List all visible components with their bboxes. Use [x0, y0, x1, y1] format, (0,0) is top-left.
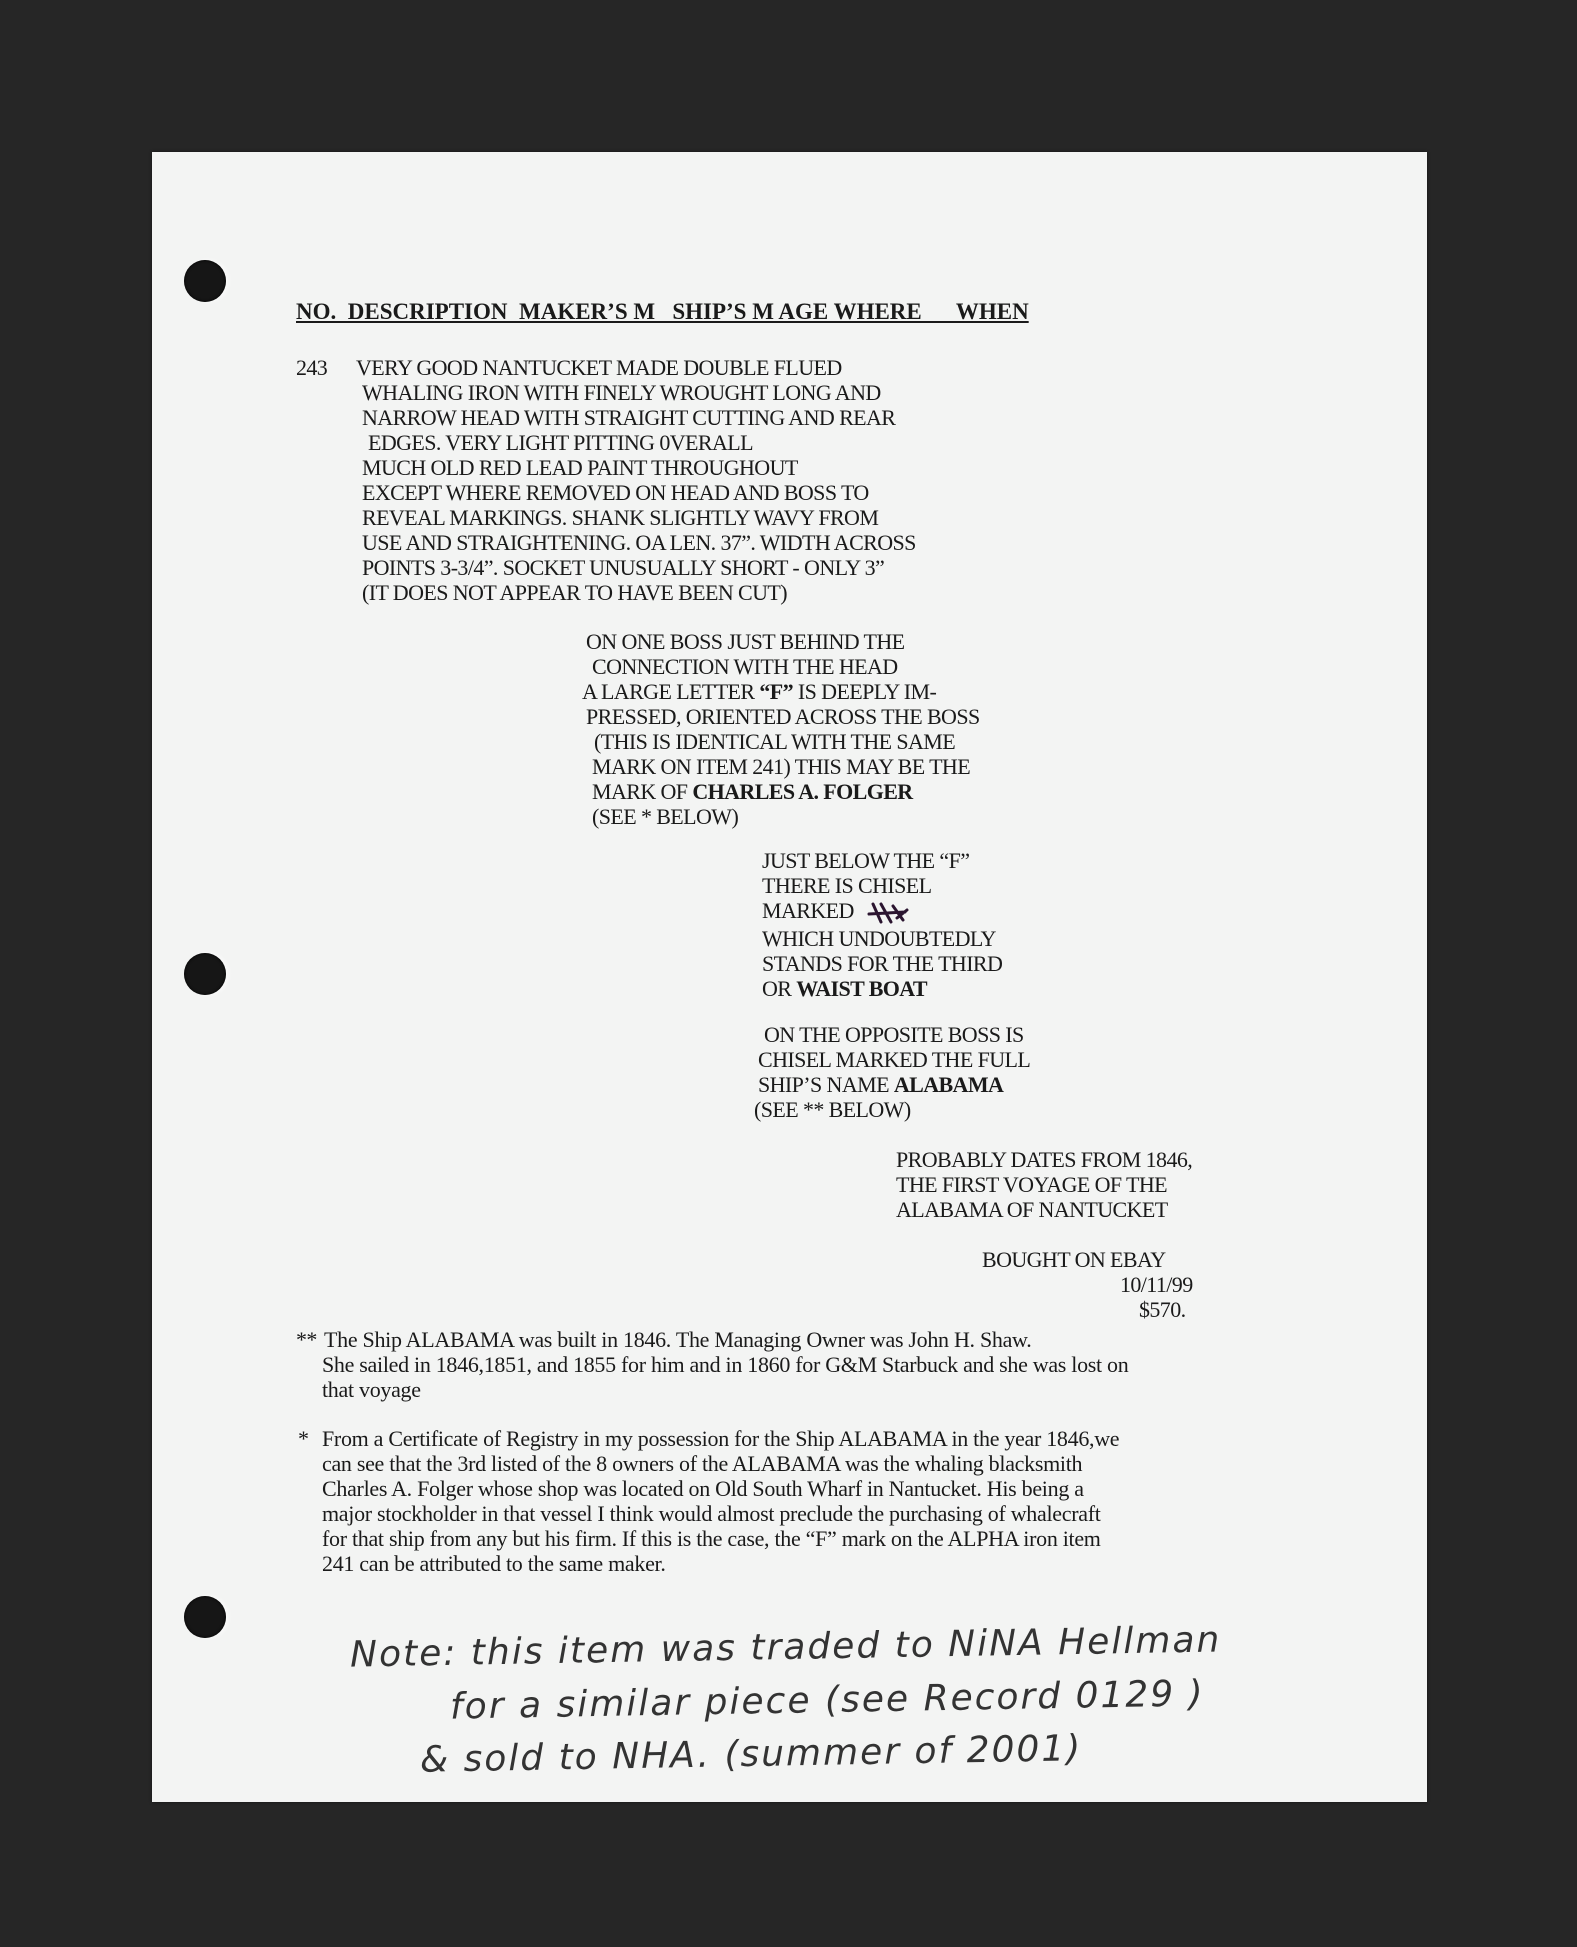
opposite-line-ship: SHIP’S NAME ALABAMA: [758, 1072, 1004, 1097]
description-line: USE AND STRAIGHTENING. OA LEN. 37”. WIDTH ACROSS: [362, 530, 916, 555]
purchase-price: $570.: [1139, 1297, 1186, 1322]
footnote-line: Charles A. Folger whose shop was located on Old South Wharf in Nantucket. His being a: [322, 1476, 1084, 1501]
description-line: REVEAL MARKINGS. SHANK SLIGHTLY WAVY FROM: [362, 505, 879, 530]
chisel-line-boat: OR WAIST BOAT: [762, 975, 928, 1001]
boss-line: CONNECTION WITH THE HEAD: [592, 654, 898, 679]
boss-line: (SEE * BELOW): [592, 804, 739, 829]
footnote-marker: *: [298, 1426, 309, 1451]
footnote-line: that voyage: [322, 1377, 421, 1402]
opposite-boss-section: [754, 1022, 1031, 1122]
dating-line: PROBABLY DATES FROM 1846,: [896, 1147, 1193, 1172]
chisel-mark-icon: [867, 900, 909, 926]
column-header: NO. DESCRIPTION MAKER’S M SHIP’S M AGE WHERE WHEN: [296, 299, 1029, 324]
chisel-line: THERE IS CHISEL: [762, 873, 932, 898]
description-line: EXCEPT WHERE REMOVED ON HEAD AND BOSS TO: [362, 480, 869, 505]
chisel-line: STANDS FOR THE THIRD: [762, 950, 1003, 976]
footnote-ship: [324, 1327, 1128, 1402]
chisel-line: JUST BELOW THE “F”: [762, 848, 970, 873]
punch-hole: [184, 953, 226, 995]
footnote-marker: **: [296, 1327, 317, 1352]
waist-boat: WAIST BOAT: [796, 975, 928, 1001]
boss-line: (THIS IS IDENTICAL WITH THE SAME: [594, 729, 956, 754]
punch-hole: [184, 1596, 226, 1638]
purchase-date: 10/11/99: [1120, 1272, 1193, 1297]
boss-mark-section: [582, 629, 980, 829]
footnote-line: From a Certificate of Registry in my possession for the Ship ALABAMA in the year 1846,we: [322, 1426, 1120, 1451]
description-line: EDGES. VERY LIGHT PITTING 0VERALL: [368, 430, 753, 455]
handwritten-note-line: & sold to NHA. (summer of 2001): [419, 1728, 1083, 1781]
maker-name: CHARLES A. FOLGER: [692, 779, 913, 804]
handwritten-note-line: for a similar piece (see Record 0129 ): [449, 1673, 1206, 1728]
description-line: MUCH OLD RED LEAD PAINT THROUGHOUT: [362, 455, 798, 480]
description-line: NARROW HEAD WITH STRAIGHT CUTTING AND REAR: [362, 405, 896, 430]
chisel-mark-section: [762, 848, 1002, 1001]
description-line: VERY GOOD NANTUCKET MADE DOUBLE FLUED: [356, 355, 842, 380]
boss-line-maker: MARK OF CHARLES A. FOLGER: [592, 779, 913, 804]
footnote-line: The Ship ALABAMA was built in 1846. The Managing Owner was John H. Shaw.: [324, 1327, 1032, 1352]
boss-line: PRESSED, ORIENTED ACROSS THE BOSS: [586, 704, 980, 729]
dating-line: THE FIRST VOYAGE OF THE: [896, 1172, 1168, 1197]
footnote-line: can see that the 3rd listed of the 8 owners of the ALABAMA was the whaling blacksmith: [322, 1451, 1083, 1476]
description-line: WHALING IRON WITH FINELY WROUGHT LONG AND: [362, 380, 881, 405]
boss-line: ON ONE BOSS JUST BEHIND THE: [586, 629, 905, 654]
letter-f: “F”: [759, 679, 794, 704]
description-line: (IT DOES NOT APPEAR TO HAVE BEEN CUT): [362, 580, 787, 605]
boss-line: MARK ON ITEM 241) THIS MAY BE THE: [592, 754, 971, 779]
footnote-line: She sailed in 1846,1851, and 1855 for him and in 1860 for G&M Starbuck and she was lost on: [322, 1352, 1129, 1377]
footnote-line: major stockholder in that vessel I think would almost preclude the purchasing of whalecraft: [322, 1501, 1101, 1526]
dating-line: ALABAMA OF NANTUCKET: [896, 1197, 1168, 1222]
purchase-where: BOUGHT ON EBAY: [982, 1247, 1166, 1272]
chisel-line-marked: MARKED: [762, 898, 1002, 926]
footnote-line: for that ship from any but his firm. If this is the case, the “F” mark on the ALPHA iron item: [322, 1526, 1101, 1551]
punch-hole: [184, 260, 226, 302]
ship-name: ALABAMA: [893, 1072, 1004, 1097]
opposite-line: CHISEL MARKED THE FULL: [758, 1047, 1031, 1072]
handwritten-note-line: Note: this item was traded to NiNA Hellman: [349, 1619, 1222, 1676]
opposite-line: ON THE OPPOSITE BOSS IS: [764, 1022, 1024, 1047]
item-description: [356, 355, 916, 605]
chisel-line: WHICH UNDOUBTEDLY: [762, 925, 996, 951]
boss-line-letter: A LARGE LETTER “F” IS DEEPLY IM-: [582, 679, 937, 704]
footnote-line: 241 can be attributed to the same maker.: [322, 1551, 666, 1576]
item-number: 243: [296, 355, 328, 380]
opposite-line: (SEE ** BELOW): [754, 1097, 911, 1122]
description-line: POINTS 3-3/4”. SOCKET UNUSUALLY SHORT - ONLY 3”: [362, 555, 885, 580]
footnote-registry: [322, 1426, 1119, 1576]
dating-section: [896, 1147, 1192, 1222]
document-page: [152, 152, 1427, 1802]
